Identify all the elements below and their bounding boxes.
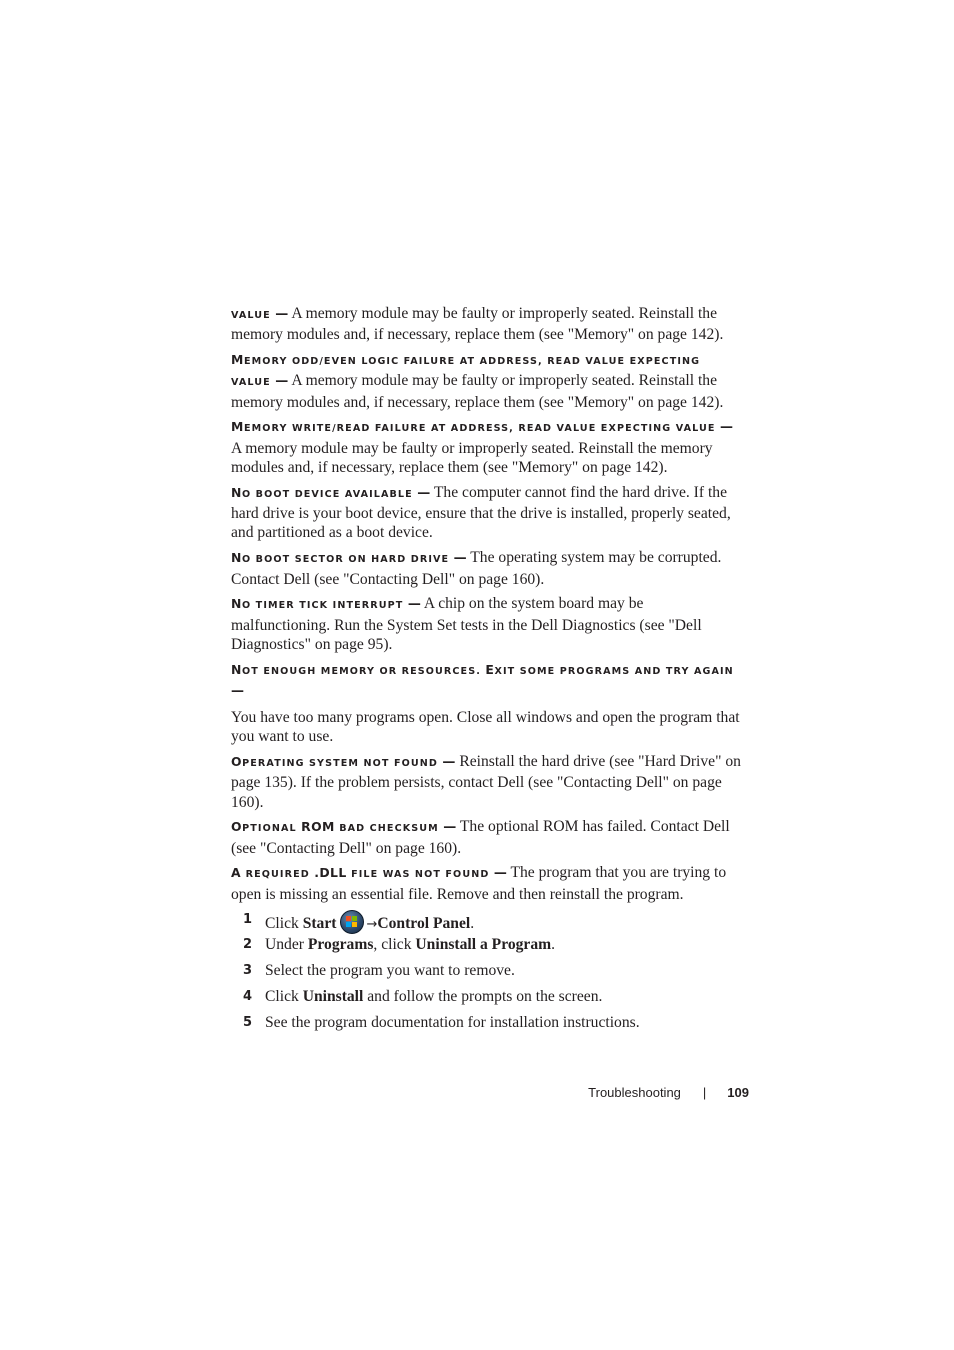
uninstall-label: Uninstall [302,988,364,1006]
footer-section-title: Troubleshooting [588,1085,681,1100]
error-heading: NO TIMER TICK INTERRUPT — [231,596,421,613]
error-entry-no-boot-sector [231,548,743,589]
step-number: 1 [243,911,253,927]
footer-separator: | [702,1085,707,1100]
step-number: 3 [243,963,253,979]
error-description: The operating system may be corrupted. Contact Dell (see "Contacting Dell" on page 160). [231,549,722,588]
error-description: The computer cannot find the hard drive. If the hard drive is your boot device, ensure that the drive is installed, properly seated, and partitioned as a boot device. [231,483,731,542]
step-3: 3 Select the program you want to remove. [243,962,515,980]
error-entry-memory-write-read [231,417,743,477]
step-list [231,910,743,1033]
error-entry-os-not-found [231,752,743,812]
arrow-right-icon: → [366,916,378,932]
error-entry-dll-not-found [231,863,743,904]
error-entry-memory-value-continued [231,304,743,345]
step-number: 4 [243,989,253,1005]
step-5: 5 See the program documentation for installation instructions. [243,1014,640,1032]
error-heading: NO BOOT SECTOR ON HARD DRIVE — [231,550,467,567]
error-heading: MEMORY WRITE/READ FAILURE AT ADDRESS, READ VALUE EXPECTING VALUE — [231,419,733,436]
step-1: 1 Click Start →Control Panel. [243,911,475,932]
error-heading: OPTIONAL ROM BAD CHECKSUM — [231,819,457,836]
page-footer [560,1083,749,1102]
page-number: 109 [727,1085,749,1100]
error-description: The optional ROM has failed. Contact Dell (see "Contacting Dell" on page 160). [231,818,730,857]
step-4: 4 Click Uninstall and follow the prompts on the screen. [243,988,603,1006]
document-body [231,304,743,1039]
error-heading: VALUE — [231,307,289,322]
windows-start-orb-icon [340,910,364,934]
error-entry-memory-odd-even [231,350,743,412]
error-entry-optional-rom [231,817,743,858]
error-heading: MEMORY ODD/EVEN LOGIC FAILURE AT ADDRESS, READ VALUE EXPECTING VALUE — [231,352,701,390]
error-description: A chip on the system board may be malfunctioning. Run the System Set tests in the Dell Diagnostics (see "Dell Diagnostics" on page 95). [231,595,702,653]
error-heading: OPERATING SYSTEM NOT FOUND — [231,753,456,770]
control-panel-label: Control Panel [377,914,471,932]
uninstall-program-label: Uninstall a Program [415,936,552,954]
error-entry-no-boot-device [231,483,743,543]
error-heading: NO BOOT DEVICE AVAILABLE — [231,484,431,501]
error-description: A memory module may be faulty or improperly seated. Reinstall the memory modules and, if necessary, replace them (see "Memory" on page 142). [231,439,713,477]
start-label: Start [302,914,337,932]
error-heading: NOT ENOUGH MEMORY OR RESOURCES. EXIT SOME PROGRAMS AND TRY AGAIN — [231,661,734,700]
error-description: Reinstall the hard drive (see "Hard Drive" on page 135). If the problem persists, contact Dell (see "Contacting Dell" on page 160). [231,752,741,811]
error-description: The program that you are trying to open is missing an essential file. Remove and then reinstall the program. [231,864,727,903]
programs-label: Programs [307,936,374,954]
step-number: 5 [243,1015,253,1031]
step-2: 2 Under Programs, click Uninstall a Program. [243,936,556,954]
error-description: A memory module may be faulty or improperly seated. Reinstall the memory modules and, if necessary, replace them (see "Memory" on page 142). [231,305,724,344]
error-heading: A REQUIRED .DLL FILE WAS NOT FOUND — [231,865,507,882]
error-entry-not-enough-memory [231,660,743,703]
error-description: A memory module may be faulty or improperly seated. Reinstall the memory modules and, if necessary, replace them (see "Memory" on page 142). [231,372,724,411]
error-entry-no-timer-tick [231,594,743,654]
error-description: You have too many programs open. Close all windows and open the program that you want to use. [231,708,740,746]
step-number: 2 [243,937,253,953]
